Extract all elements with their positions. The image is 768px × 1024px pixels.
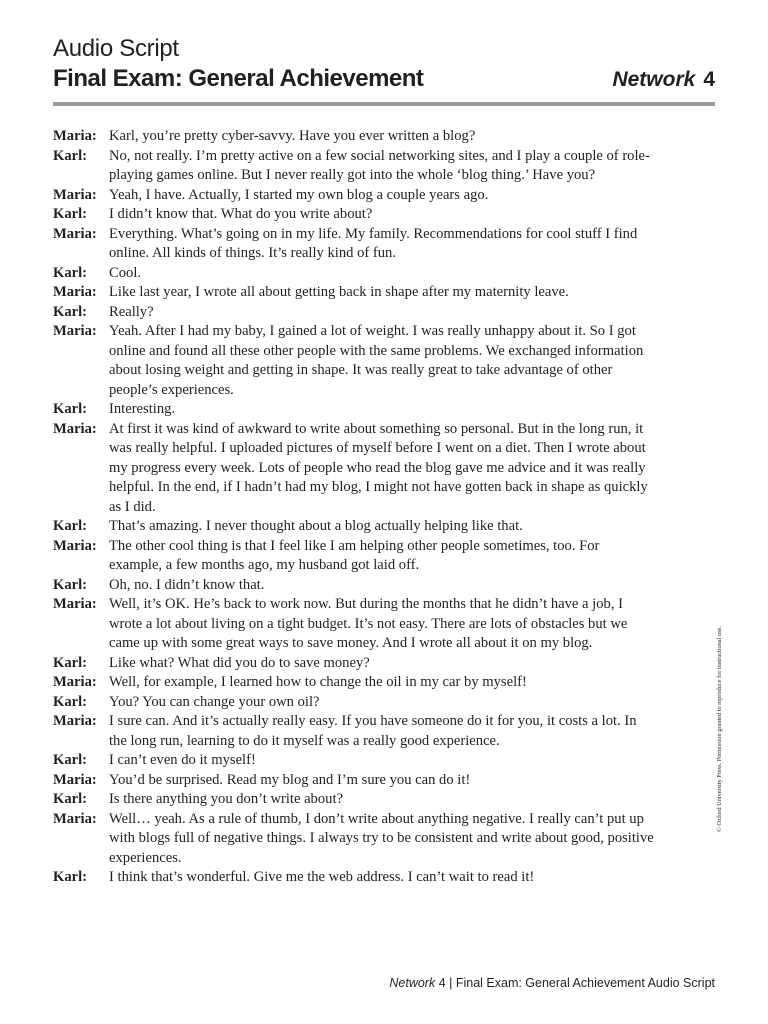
speaker-name: Maria: [53, 128, 97, 144]
speech-text: I sure can. And it’s actually really easy. If you have someone do it for you, it costs a lot. In [109, 713, 637, 729]
speaker-name: Karl: [53, 206, 88, 222]
dialogue-line [53, 517, 673, 537]
speaker-name [53, 634, 109, 654]
speech-text: playing games online. But I never really got into the whole ‘blog thing.’ Have you? [109, 167, 596, 183]
dialogue-line [53, 654, 673, 674]
copyright-notice: © Oxford University Press. Permission granted to reproduce for instructional use. [716, 626, 723, 832]
speech-text: That’s amazing. I never thought about a blog actually helping like that. [109, 518, 523, 534]
speech-text: Cool. [109, 264, 142, 281]
dialogue-line [53, 615, 673, 635]
speaker-name [53, 478, 109, 498]
page-header [53, 34, 715, 95]
speech-text: came up with some great ways to save money. And I wrote all about it on my blog. [109, 635, 593, 651]
speech-text: helpful. In the end, if I hadn’t had my blog, I might not have gotten back in shape as quickly [109, 479, 648, 495]
speaker-name [53, 439, 109, 459]
dialogue-line [53, 712, 673, 732]
speech-text: Well, it’s OK. He’s back to work now. But during the months that he didn’t have a job, I [109, 596, 623, 612]
dialogue-line [53, 381, 673, 401]
speaker-name [53, 498, 109, 518]
dialogue-line [53, 595, 673, 615]
dialogue-line [53, 439, 673, 459]
speech-text: I can’t even do it myself! [109, 752, 256, 768]
speaker-name [53, 459, 109, 479]
speech-text: wrote a lot about living on a tight budget. It’s not easy. There are lots of obstacles but we [109, 615, 628, 632]
speaker-name: Karl: [53, 264, 88, 281]
dialogue-line [53, 361, 673, 381]
speaker-name: Maria: [53, 596, 97, 612]
speech-text: You’d be surprised. Read my blog and I’m sure you can do it! [109, 771, 471, 788]
speech-text: example, a few months ago, my husband got laid off. [109, 557, 420, 573]
speech-text: Really? [109, 303, 154, 320]
speech-text: people’s experiences. [109, 381, 234, 398]
speaker-name [53, 615, 109, 635]
dialogue-line [53, 810, 673, 830]
speech-text: with blogs full of negative things. I always try to be consistent and write about good, positive [109, 830, 654, 846]
speech-text: Like what? What did you do to save money? [109, 654, 370, 671]
dialogue-line [53, 693, 673, 713]
dialogue-line [53, 537, 673, 557]
speaker-name: Karl: [53, 869, 88, 885]
dialogue-line [53, 556, 673, 576]
speech-text: Like last year, I wrote all about getting back in shape after my maternity leave. [109, 284, 569, 300]
speech-text: You? You can change your own oil? [109, 693, 320, 710]
speech-text: Well… yeah. As a rule of thumb, I don’t write about anything negative. I really can’t put up [109, 810, 644, 827]
dialogue-line [53, 166, 673, 186]
speaker-name [53, 381, 109, 401]
speech-text: Is there anything you don’t write about? [109, 791, 343, 807]
speaker-name: Karl: [53, 576, 88, 593]
series-brand [612, 65, 715, 95]
speech-text: as I did. [109, 498, 156, 515]
footer-series-name: Network [389, 976, 436, 990]
speaker-name [53, 556, 109, 576]
speaker-name: Maria: [53, 186, 97, 203]
dialogue-line [53, 283, 673, 303]
speaker-name: Karl: [53, 654, 88, 671]
speech-text: I think that’s wonderful. Give me the web address. I can’t wait to read it! [109, 869, 535, 885]
dialogue-line [53, 127, 673, 147]
speaker-name: Maria: [53, 713, 97, 729]
dialogue-line [53, 420, 673, 440]
speaker-name [53, 732, 109, 752]
speaker-name: Karl: [53, 147, 88, 164]
speaker-name: Karl: [53, 518, 88, 534]
speaker-name: Maria: [53, 225, 97, 242]
dialogue-line [53, 829, 673, 849]
dialogue-line [53, 732, 673, 752]
speech-text: experiences. [109, 849, 182, 866]
series-name: Network [612, 68, 696, 91]
speech-text: online and found all these other people with the same problems. We exchanged information [109, 342, 644, 359]
dialogue-line [53, 342, 673, 362]
speaker-name: Maria: [53, 323, 97, 339]
page-title: Audio Script [53, 35, 179, 62]
speech-text: the long run, learning to do it myself was a really good experience. [109, 732, 500, 749]
speaker-name: Karl: [53, 693, 88, 710]
footer-text: 4 | Final Exam: General Achievement Audio Script [435, 976, 715, 990]
speaker-name: Karl: [53, 752, 88, 768]
page-footer [389, 975, 715, 991]
dialogue-line [53, 205, 673, 225]
speech-text: was really helpful. I uploaded pictures of myself before I went on a diet. Then I wrote about [109, 440, 646, 456]
dialogue-line [53, 634, 673, 654]
series-level: 4 [703, 68, 715, 91]
dialogue-line [53, 303, 673, 323]
speech-text: Everything. What’s going on in my life. My family. Recommendations for cool stuff I find [109, 225, 638, 242]
dialogue-line [53, 498, 673, 518]
speaker-name: Karl: [53, 303, 88, 320]
speech-text: I didn’t know that. What do you write about? [109, 206, 373, 222]
speech-text: No, not really. I’m pretty active on a few social networking sites, and I play a couple of role- [109, 147, 650, 164]
speaker-name: Maria: [53, 771, 97, 788]
speaker-name: Maria: [53, 420, 97, 437]
speaker-name [53, 244, 109, 264]
speaker-name: Maria: [53, 810, 97, 827]
speaker-name [53, 342, 109, 362]
speech-text: about losing weight and getting in shape. It was really great to take advantage of other [109, 362, 613, 378]
dialogue-line [53, 186, 673, 206]
dialogue-line [53, 322, 673, 342]
speaker-name [53, 166, 109, 186]
speech-text: Interesting. [109, 401, 176, 417]
speaker-name [53, 361, 109, 381]
dialogue-line [53, 771, 673, 791]
dialogue-line [53, 400, 673, 420]
speech-text: At first it was kind of awkward to write about something so personal. But in the long run, it [109, 420, 644, 437]
dialogue-transcript [53, 127, 673, 888]
speech-text: online. All kinds of things. It’s really kind of fun. [109, 245, 396, 261]
dialogue-line [53, 225, 673, 245]
dialogue-line [53, 751, 673, 771]
header-row [53, 64, 715, 95]
dialogue-line [53, 673, 673, 693]
dialogue-line [53, 147, 673, 167]
speech-text: my progress every week. Lots of people who read the blog gave me advice and it was really [109, 459, 646, 476]
speaker-name: Karl: [53, 401, 88, 417]
dialogue-line [53, 790, 673, 810]
dialogue-line [53, 868, 673, 888]
speech-text: Oh, no. I didn’t know that. [109, 576, 265, 593]
speech-text: Yeah, I have. Actually, I started my own blog a couple years ago. [109, 186, 489, 203]
speech-text: The other cool thing is that I feel like I am helping other people sometimes, too. For [109, 537, 600, 554]
dialogue-line [53, 459, 673, 479]
dialogue-line [53, 849, 673, 869]
speech-text: Karl, you’re pretty cyber-savvy. Have you ever written a blog? [109, 128, 476, 144]
speech-text: Well, for example, I learned how to change the oil in my car by myself! [109, 674, 527, 690]
speaker-name: Maria: [53, 284, 97, 300]
dialogue-line [53, 264, 673, 284]
dialogue-line [53, 478, 673, 498]
speaker-name: Karl: [53, 791, 88, 807]
speaker-name [53, 849, 109, 869]
speaker-name: Maria: [53, 674, 97, 690]
speech-text: Yeah. After I had my baby, I gained a lot of weight. I was really unhappy about it. So I got [109, 323, 636, 339]
exam-title: Final Exam: General Achievement [53, 65, 424, 92]
header-divider [53, 102, 715, 106]
dialogue-line [53, 576, 673, 596]
speaker-name [53, 829, 109, 849]
speaker-name: Maria: [53, 537, 97, 554]
dialogue-line [53, 244, 673, 264]
